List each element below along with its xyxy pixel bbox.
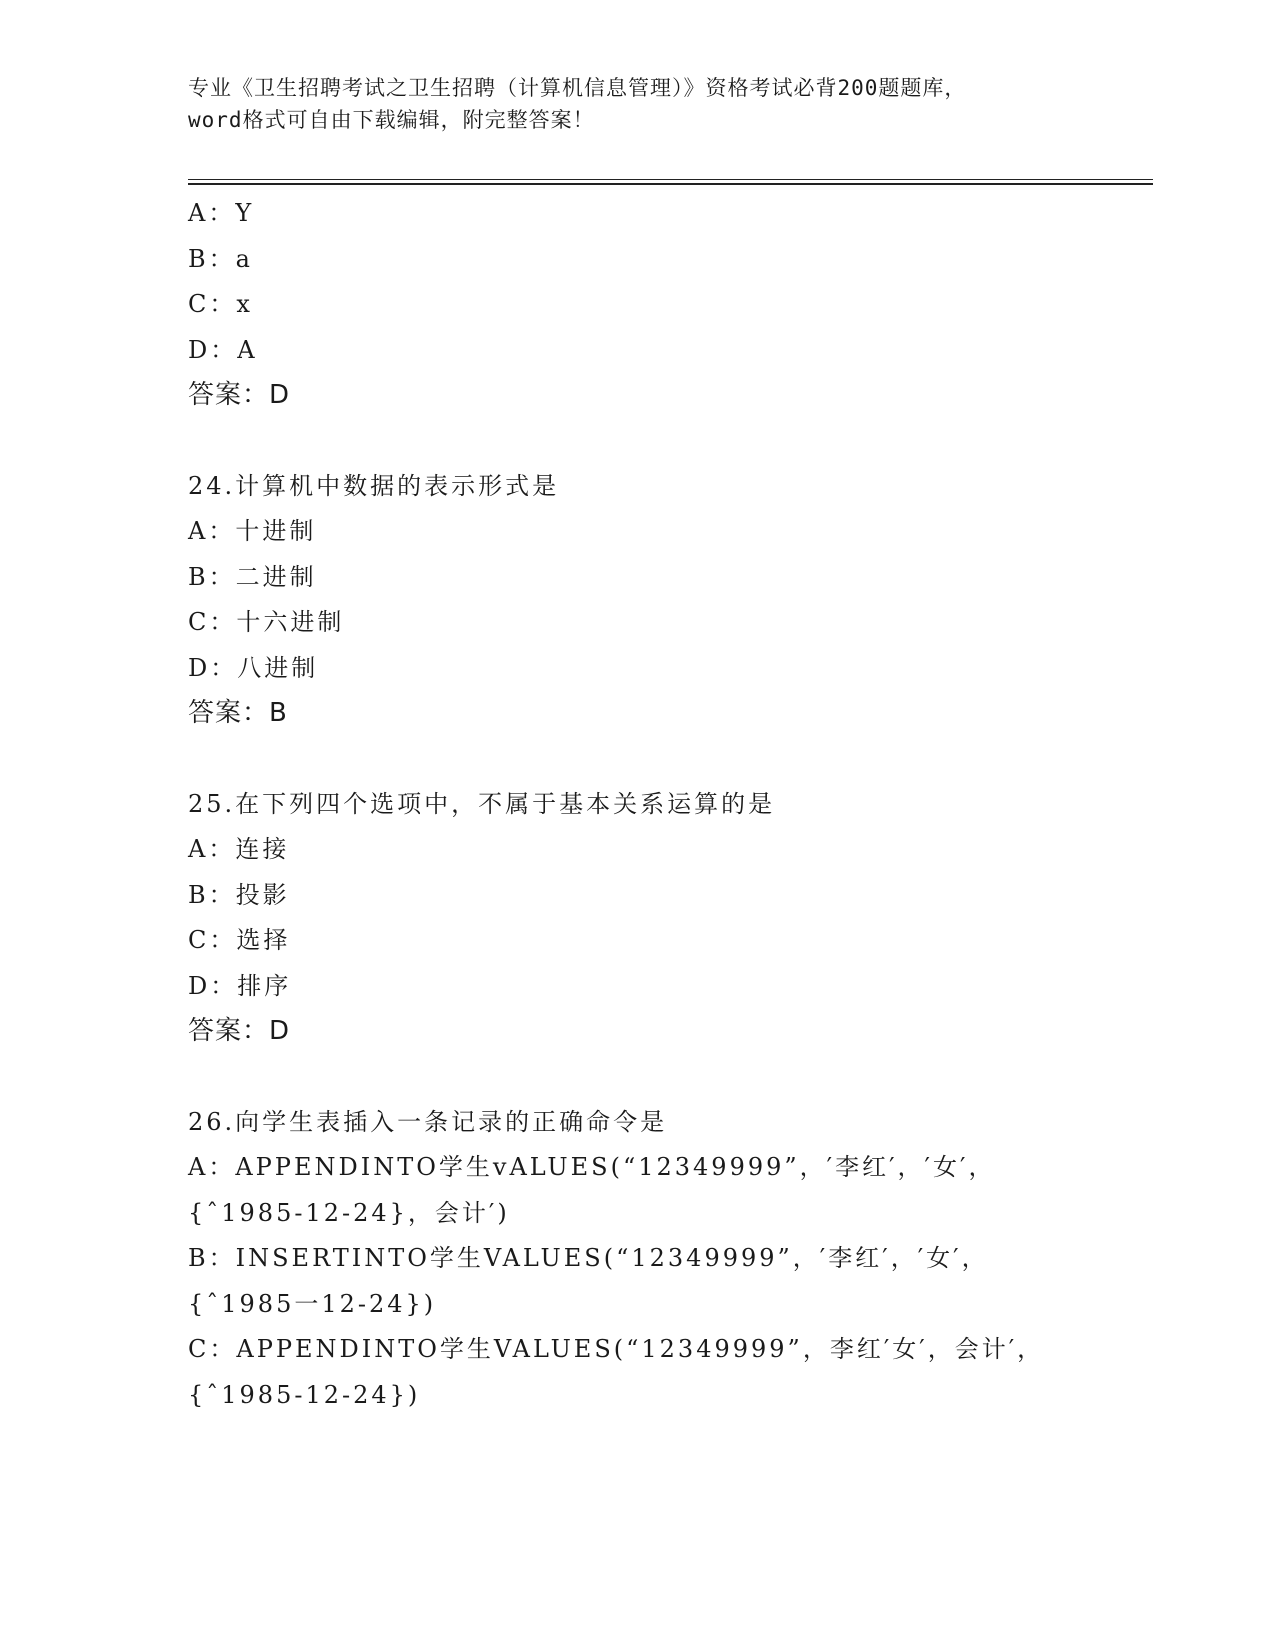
question-24-block	[188, 464, 1148, 737]
q24-option-a: A：十进制	[188, 517, 317, 545]
spacer	[188, 1055, 1148, 1100]
q23-answer: 答案：D	[188, 380, 291, 410]
spacer	[188, 419, 1148, 464]
spacer	[188, 737, 1148, 782]
document-header	[188, 72, 1088, 136]
header-line-2: word格式可自由下载编辑，附完整答案！	[188, 108, 595, 132]
q25-option-b: B：投影	[188, 880, 290, 909]
q26-option-a-line-1: A：APPENDINTO学生vALUES(“12349999”，′李红′，′女′，	[188, 1153, 996, 1181]
header-line-1: 专业《卫生招聘考试之卫生招聘（计算机信息管理）》资格考试必背200题题库，	[188, 76, 967, 100]
q25-option-d: D：排序	[188, 971, 292, 1000]
q26-option-c-line-2: {ˆ1985-12-24})	[188, 1380, 421, 1409]
q26-option-b-line-2: {ˆ1985一12-24})	[188, 1289, 437, 1318]
header-divider-top	[188, 179, 1153, 180]
question-26-block	[188, 1100, 1148, 1419]
question-list	[188, 191, 1148, 1418]
question-23-block	[188, 191, 1148, 419]
q23-option-a: A：Y	[188, 199, 255, 227]
q24-option-c: C：十六进制	[188, 608, 345, 636]
q24-question: 24.计算机中数据的表示形式是	[188, 471, 560, 500]
q24-option-d: D：八进制	[188, 653, 319, 682]
q25-answer: 答案：D	[188, 1016, 291, 1046]
q25-option-a: A：连接	[188, 835, 290, 863]
q23-option-c: C：x	[188, 290, 253, 318]
q26-option-a-line-2: {ˆ1985-12-24}，会计′)	[188, 1198, 510, 1227]
q26-option-b-line-1: B：INSERTINTO学生VALUES(“12349999”，′李红′，′女′，	[188, 1244, 989, 1272]
q24-answer: 答案：B	[188, 698, 288, 728]
q23-option-b: B：a	[188, 244, 253, 273]
q26-question: 26.向学生表插入一条记录的正确命令是	[188, 1107, 668, 1136]
question-25-block	[188, 782, 1148, 1055]
header-divider-bottom	[188, 183, 1153, 185]
q25-question: 25.在下列四个选项中，不属于基本关系运算的是	[188, 789, 776, 818]
q25-option-c: C：选择	[188, 926, 291, 954]
q26-option-c-line-1: C：APPENDINTO学生VALUES(“12349999”，李红′女′，会计′，	[188, 1335, 1045, 1363]
q24-option-b: B：二进制	[188, 562, 317, 591]
q23-option-d: D：A	[188, 335, 258, 364]
